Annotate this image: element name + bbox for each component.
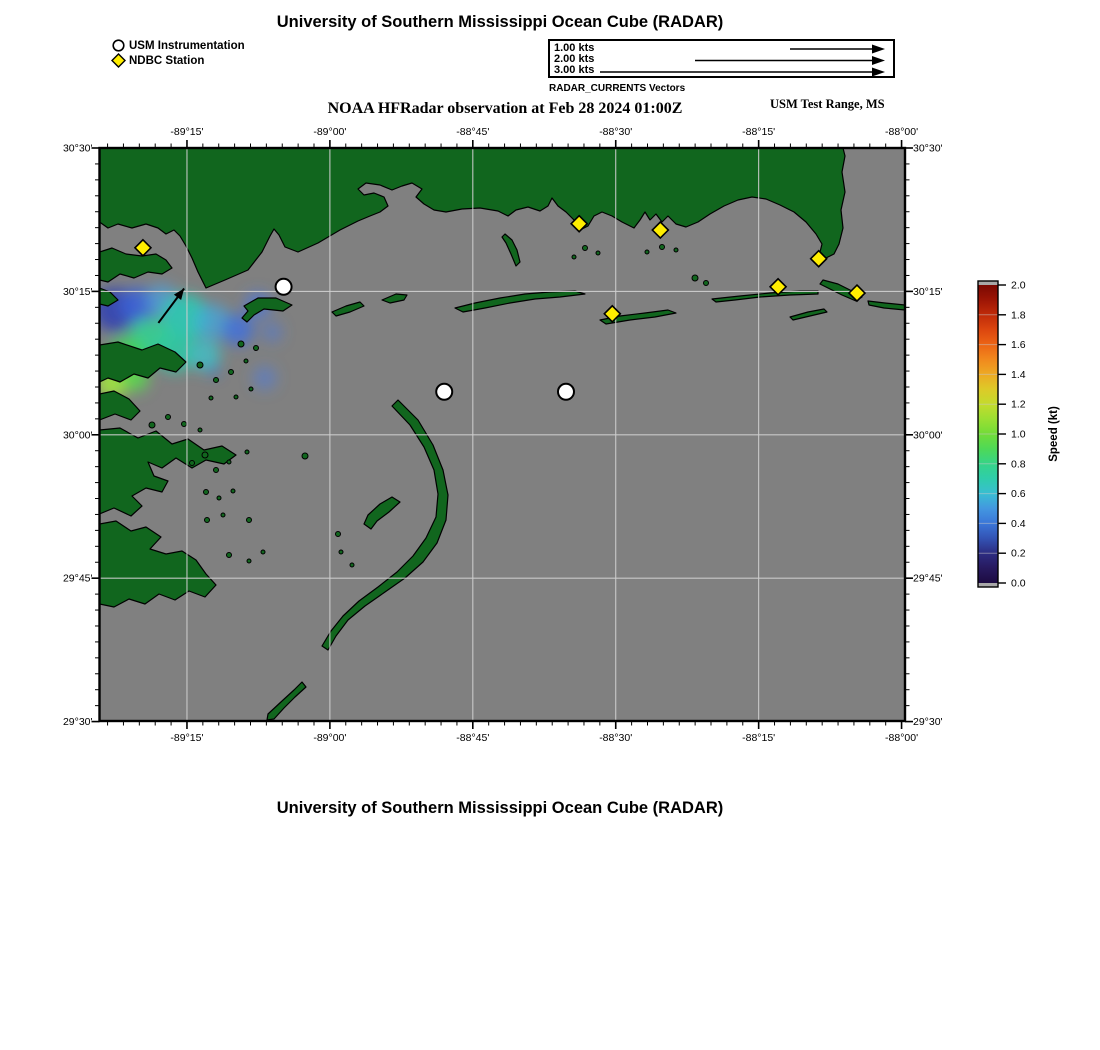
- usm-station-marker: [558, 384, 574, 400]
- usm-station-marker: [436, 384, 452, 400]
- vector-scale-label-1: 1.00 kts: [554, 42, 595, 54]
- legend-label-usm: USM Instrumentation: [129, 39, 245, 52]
- vector-scale-arrowhead: [872, 56, 885, 65]
- colorbar-tick-label: 1.6: [1011, 339, 1026, 352]
- range-label: USM Test Range, MS: [770, 97, 885, 111]
- colorbar-tick-label: 1.4: [1011, 368, 1026, 381]
- lat-tick-label: 30°15': [913, 285, 943, 298]
- lat-tick-label: 29°30': [62, 716, 93, 729]
- circle-icon: [111, 38, 126, 53]
- vector-scale-label-2: 2.00 kts: [554, 53, 595, 65]
- legend-item-usm: [111, 38, 245, 53]
- colorbar-tick-label: 2.0: [1011, 279, 1026, 292]
- lon-tick-label: -89°00': [313, 732, 347, 744]
- colorbar-tick-label: 1.8: [1011, 309, 1026, 322]
- legend-label-ndbc: NDBC Station: [129, 54, 205, 67]
- vector-scale-label-3: 3.00 kts: [554, 64, 595, 76]
- speed-blob: [189, 339, 221, 371]
- lon-tick-label: -88°30': [599, 732, 633, 744]
- vector-scale-arrows: [591, 41, 891, 76]
- colorbar: [978, 280, 1026, 590]
- colorbar-tick-label: 0.8: [1011, 458, 1026, 471]
- lon-tick-label: -88°30': [599, 126, 633, 138]
- speed-blob: [210, 367, 218, 375]
- colorbar-tick-label: 1.2: [1011, 398, 1026, 411]
- lat-tick-label: 30°15': [62, 285, 93, 298]
- lat-tick-label: 29°30': [913, 716, 943, 729]
- colorbar-tick-label: 1.0: [1011, 428, 1026, 441]
- lat-tick-label: 29°45': [913, 572, 943, 585]
- map-legend: [111, 38, 245, 68]
- lon-tick-label: -88°45': [456, 126, 490, 138]
- lon-tick-label: -89°15': [170, 732, 204, 744]
- speed-blob: [262, 322, 282, 342]
- lat-tick-label: 30°30': [913, 142, 943, 155]
- lat-tick-label: 29°45': [62, 572, 93, 585]
- vector-scale-box: [548, 39, 895, 78]
- lon-tick-label: -88°15': [742, 126, 776, 138]
- map-subtitle: NOAA HFRadar observation at Feb 28 2024 01:00Z: [327, 100, 683, 117]
- lat-tick-label: 30°30': [62, 142, 93, 155]
- lon-tick-label: -88°00': [885, 126, 919, 138]
- vector-scale-arrowhead: [872, 68, 885, 77]
- lon-tick-label: -89°00': [313, 126, 347, 138]
- colorbar-tick-label: 0.4: [1011, 517, 1026, 530]
- lon-tick-label: -88°15': [742, 732, 776, 744]
- colorbar-tick-label: 0.6: [1011, 488, 1026, 501]
- page-title: University of Southern Mississippi Ocean Cube (RADAR): [276, 13, 724, 31]
- colorbar-tick-label: 0.0: [1011, 577, 1026, 590]
- colorbar-tick-label: 0.2: [1011, 547, 1026, 560]
- bottom-title: University of Southern Mississippi Ocean Cube (RADAR): [276, 799, 724, 817]
- lon-tick-label: -88°00': [885, 732, 919, 744]
- usm-station-marker: [276, 279, 292, 295]
- lat-tick-label: 30°00': [62, 429, 93, 442]
- diamond-icon: [111, 53, 126, 68]
- colorbar-title: Speed (kt): [1048, 406, 1060, 462]
- legend-item-ndbc: [111, 53, 245, 68]
- speed-blob: [253, 366, 277, 390]
- lon-tick-label: -89°15': [170, 126, 204, 138]
- vector-scale-caption: RADAR_CURRENTS Vectors: [549, 83, 686, 94]
- lat-tick-label: 30°00': [913, 429, 943, 442]
- lon-tick-label: -88°45': [456, 732, 490, 744]
- vector-scale-arrowhead: [872, 45, 885, 54]
